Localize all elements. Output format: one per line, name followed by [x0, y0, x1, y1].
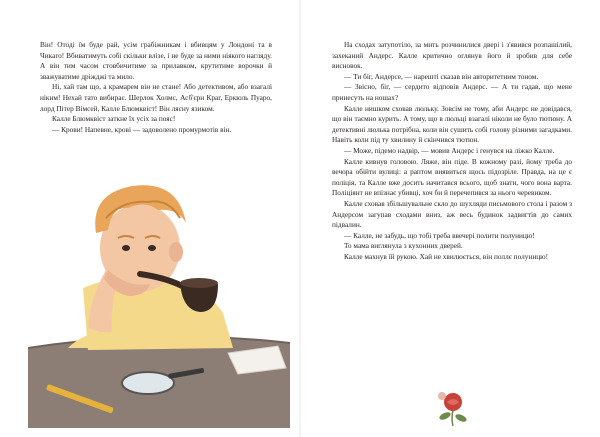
paragraph: На сходах затупотіло, за мить розчинилися двері і з'явився розпашілий, захеканий Андерс. Калле критично оглянув його й зробив для себе висновок. [332, 40, 572, 71]
paragraph: — Звісно, біг, — сердито відповів Андерс. — А ти гадав, що мене принесуть на ношах? [332, 82, 572, 102]
right-page-text [332, 40, 572, 262]
left-page-text [40, 40, 272, 135]
paragraph: — Може, підемо надвір, — мовив Андерс і генувся на ліжко Калле. [344, 145, 555, 155]
paragraph: Калле Блюмквіст заткне їх усіх за пояс! [52, 114, 176, 124]
paragraph: — Калле, не забудь, що тобі треба ввечері полити полуницю! [344, 230, 535, 240]
paragraph: Ні, хай там що, а крамарем він не стане! Або детективом, або взагалі ніким! Нехай тато вибирає. Шерлок Холмс, Асб'єрн Краг, Еркюль Пуаро, лорд Пітер Вімсей, Калле Блюмквіст! Він лясну язиком. [40, 82, 272, 113]
paragraph: Калле махнув їй рукою. Хай не хвилюється, він поллє полуницю! [344, 251, 549, 261]
paragraph: — Крови! Напевне, крові — задоволено промурмотів він. [52, 124, 232, 134]
paragraph: — Ти біг, Андерсе, — нарешті сказав він авторитетним тоном. [344, 71, 539, 81]
paragraph: Калле сховав збільшувальне скло до шухляди письмового стола і разом з Андерсом загупав сходами вниз, аж весь будинок задвигтів до самих підвалин. [332, 198, 572, 230]
paragraph: То мама виглянула з кухонних дверей. [344, 241, 463, 251]
paragraph: Калле нишком сховав люльку. Зовсім не тому, аби Андерс не довідався, що він таємно курить. А тому, що в люльці взагалі ніколи не було тютюну. А детективні люлька потрібна, коли він сушить собі голову різними загадками. Навіть коли під ту хвилину й скінчився тютюн. [332, 103, 572, 145]
right-page [300, 0, 600, 437]
rose-ornament-icon [433, 388, 473, 428]
boy-with-pipe-illustration [28, 178, 290, 428]
paragraph: Калле кивнув головою. Ляже, він піде. В кожному разі, йому треба до вечора обійти вулиці: а раптом виявиться щось підозріле. Правда, на це є поліція, та Калле вже досить начитався всього, щоб знати, чого вона варта. Поліціянт не впізнає убивці, хоч би й перечепився за нього черевиком. [332, 156, 572, 198]
paragraph: Він! Отоді їм буде рай, усім грабіжникам і вбивцям у Лондоні та в Чикаго! Вбиватимуть собі скільки влізе, і не буде за ними ніякого нагляду. А він тим часом стовбичитиме за прилавком, крутитиме ворочки й зважуватиме дріжджі та мило. [40, 40, 272, 81]
